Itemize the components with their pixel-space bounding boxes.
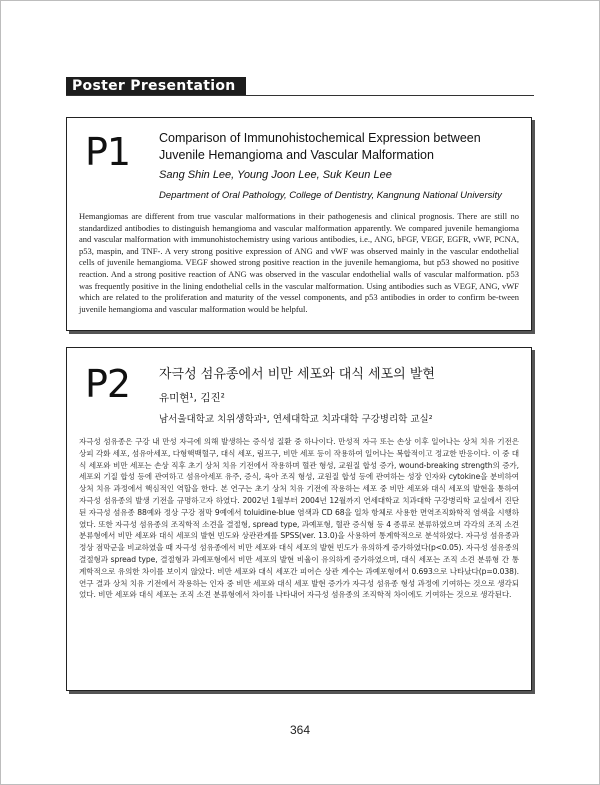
poster-abstract: Hemangiomas are different from true vascular malformations in their pathogenesis and clinical prognosis. There are still no standardized antibodies to distinguish hemangioma and vascular malformation apparently. We compared juvenile hemangioma and vascular malformation with immunohistochemistry using various antibodies, i.e., ANG, bFGF, VEGF, EGFR, vWF, PCNA, p53, maspin, and TNF-. A very strong positive expression of ANG and vWF was observed mainly in the vascular endothelial cells of juvenile hemangioma. VEGF showed strong positive reaction in the juvenile hemangioma, but p53 showed no positive reaction. And a strong positive reaction of ANG was observed in the vascular endothelial walls of vascular malformation. p53 was frequently positive in the lining endothelial cells in the vascular malformation. Using antibodies such as VEGF, ANG, vWF which are related to the proliferation and maturity of the vessel components, and p53 antibodies in order to confirm be-tween juvenile hemangioma and vascular malformation would be helpful. <box>79 211 519 314</box>
page-number: 364 <box>289 723 311 737</box>
poster-abstract: 자극성 섬유종은 구강 내 만성 자극에 의해 발생하는 증식성 질환 중 하나이다. 만성적 자극 또는 손상 이후 일어나는 상처 치유 기전은 상피 각화 세포, 섬유아세포, 다형핵백혈구, 대식 세포, 림프구, 비만 세포 등이 작용하여 일어나는 복합적이고 정교한 반응이다. 이 중 대식 세포와 비만 세포는 손상 직후 초기 상처 치유 기전에서 작용하며 혈관 형성, 교원질 합성 증가, wound-breaking strength의 증가, 세포외 기질 합성 등에 관여하고 섬유아세포 유주, 증식, 육아 조직 형성, 교원질 합성 등에 관여하는 성장 인자와 cytokine을 분비하여 상처 치유 과정에서 핵심적인 역할을 한다. 본 연구는 초기 상처 치유 기전에 작용하는 세포 중 비만 세포와 대식 세포의 발현을 통하여 자극성 섬유종의 발생 기전을 규명하고자 하였다. 2002년 1월부터 2004년 12월까지 연세대학교 치과대학 구강병리학 교실에서 진단된 자극성 섬유종 88예와 정상 구강 점막 9예에서 toluidine-blue 염색과 CD 68을 일차 항체로 사용한 면역조직화학적 염색을 시행하였다. 또한 자극성 섬유종의 조직학적 소견을 결절형, spread type, 과예포형, 혈관 증식형 등 4 종류로 분류하였으며 각각의 조직 소견 분류형에서 비만 세포와 대식 세포의 발현 빈도와 상관관계를 SPSS(ver. 13.0)을 사용하여 통계학적으로 분석하였다. 자극성 섬유종과 정상 점막군을 비교하였을 때 자극성 섬유종에서 비만 세포와 대식 세포의 발현 빈도가 유의하게 증가하였다(p<0.05). 자극성 섬유종의 결절형과 spread type, 결절형과 과예포형에서 비만 세포의 발현 비율이 유의하게 증가하였으며, 대식 세포는 조직 소견 분류형 간 통계학적으로 유의한 차이를 보이지 않았다. 비만 세포와 대식 세포간 피어슨 상관 계수는 과예포형에서 0.693으로 나타났다(p=0.038). 연구 결과 상처 치유 기전에서 작용하는 인자 중 비만 세포와 대식 세포 발현 증가가 자극성 섬유종 형성 과정에 기여하는 것으로 생각되었다. 비만 세포와 대식 세포는 조직 소견 분류형에서 차이를 나타내어 자극성 섬유종의 조직학적 차이에도 기여하는 것으로 생각된다. <box>79 437 519 600</box>
section-header: Poster Presentation <box>66 77 246 95</box>
poster-title: 자극성 섬유종에서 비만 세포와 대식 세포의 발현 <box>159 367 435 382</box>
poster-number: P1 <box>85 130 131 174</box>
poster-authors: 유미현¹, 김진² <box>159 392 225 404</box>
poster-affiliation: Department of Oral Pathology, College of Dentistry, Kangnung National University <box>159 190 502 201</box>
poster-p2-box <box>66 347 532 691</box>
poster-p1-box <box>66 117 532 331</box>
poster-affiliation: 남서울대학교 치위생학과¹, 연세대학교 치과대학 구강병리학 교실² <box>159 414 433 425</box>
poster-authors: Sang Shin Lee, Young Joon Lee, Suk Keun Lee <box>159 169 392 181</box>
poster-title: Comparison of Immunohistochemical Expression between Juvenile Hemangioma and Vascular Malformation <box>159 131 481 162</box>
poster-number: P2 <box>85 362 131 406</box>
header-rule <box>66 95 534 96</box>
